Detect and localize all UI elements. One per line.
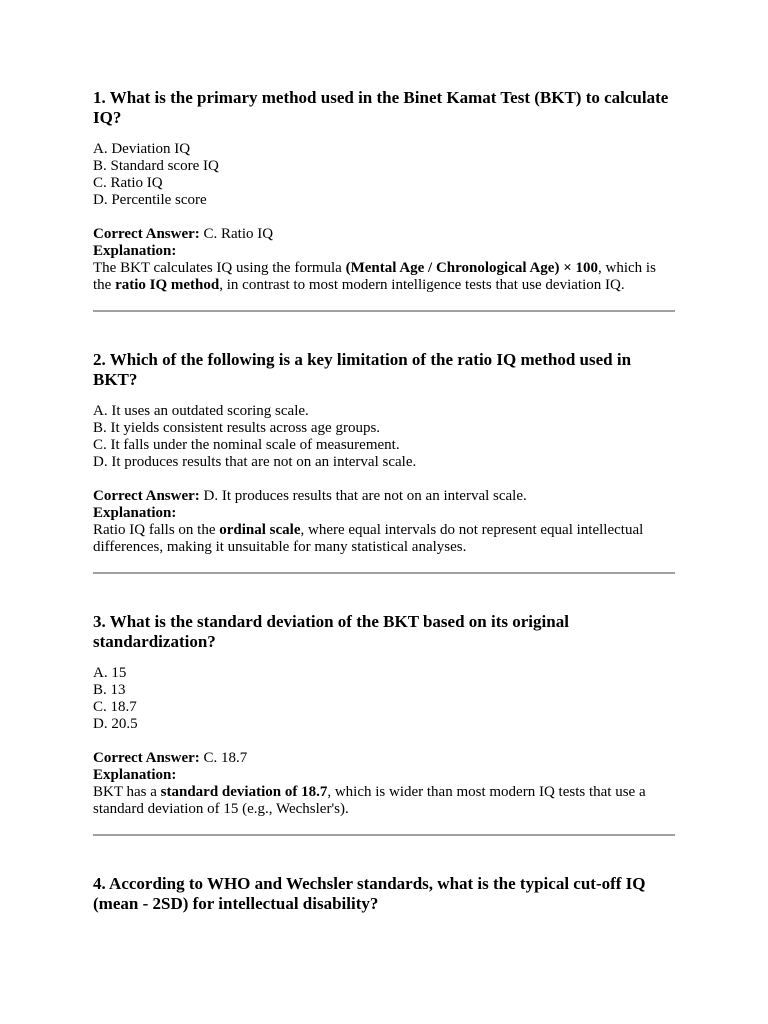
option-a: A. Deviation IQ [93, 141, 191, 157]
correct-answer-label: Correct Answer: [93, 226, 200, 242]
correct-answer-value: D. It produces results that are not on an interval scale. [199, 488, 527, 504]
option-a: A. 15 [93, 665, 127, 681]
option-c: C. 18.7 [93, 699, 137, 715]
explanation-emphasis: standard deviation of 18.7 [160, 784, 328, 800]
correct-answer-label: Correct Answer: [93, 750, 200, 766]
question-block-1 [93, 88, 675, 294]
explanation-run: BKT has a [93, 784, 161, 800]
explanation-label-2: Explanation: [93, 505, 177, 521]
explanation-label-1: Explanation: [93, 243, 177, 259]
option-c: C. Ratio IQ [93, 175, 163, 191]
option-d: D. It produces results that are not on an interval scale. [93, 454, 417, 470]
section-divider [93, 834, 675, 836]
correct-answer-value: C. 18.7 [199, 750, 248, 766]
question-block-2 [93, 350, 675, 556]
question-block-3 [93, 612, 675, 818]
option-d: D. 20.5 [93, 716, 138, 732]
quiz-document [93, 88, 675, 927]
explanation-run: , in contrast to most modern intelligence tests that use deviation IQ. [219, 277, 625, 293]
option-d: D. Percentile score [93, 192, 207, 208]
correct-answer-1 [93, 226, 675, 243]
question-3-options [93, 665, 675, 733]
correct-answer-label: Correct Answer: [93, 488, 200, 504]
question-2-text: 2. Which of the following is a key limitation of the ratio IQ method used in BKT? [93, 350, 632, 389]
question-2-options [93, 403, 675, 471]
explanation-2-text [93, 522, 675, 556]
explanation-label-3: Explanation: [93, 767, 177, 783]
question-1-text: 1. What is the primary method used in the Binet Kamat Test (BKT) to calculate IQ? [93, 88, 669, 127]
option-b: B. It yields consistent results across age groups. [93, 420, 381, 436]
section-divider [93, 572, 675, 574]
question-block-4 [93, 874, 675, 914]
option-b: B. Standard score IQ [93, 158, 219, 174]
question-3-text: 3. What is the standard deviation of the BKT based on its original standardization? [93, 612, 569, 651]
correct-answer-2 [93, 488, 675, 505]
option-c: C. It falls under the nominal scale of measurement. [93, 437, 400, 453]
section-divider [93, 310, 675, 312]
explanation-run: , which is the [93, 260, 656, 293]
explanation-emphasis: ordinal scale [219, 522, 301, 538]
explanation-emphasis: ratio IQ method [115, 277, 220, 293]
explanation-run: Ratio IQ falls on the [93, 522, 220, 538]
option-b: B. 13 [93, 682, 126, 698]
explanation-run: , which is wider than most modern IQ tests that use a standard deviation of 15 (e.g., Wechsler's). [93, 784, 646, 817]
correct-answer-value: C. Ratio IQ [199, 226, 274, 242]
question-4-text: 4. According to WHO and Wechsler standards, what is the typical cut-off IQ (mean - 2SD) for intellectual disability? [93, 874, 646, 913]
explanation-emphasis: (Mental Age / Chronological Age) × 100 [345, 260, 598, 276]
explanation-run: , where equal intervals do not represent equal intellectual differences, making it unsuitable for many statistical analyses. [93, 522, 644, 555]
explanation-1-text [93, 260, 675, 294]
correct-answer-3 [93, 750, 675, 767]
option-a: A. It uses an outdated scoring scale. [93, 403, 309, 419]
question-1-options [93, 141, 675, 209]
explanation-3-text [93, 784, 675, 818]
explanation-run: The BKT calculates IQ using the formula [93, 260, 346, 276]
